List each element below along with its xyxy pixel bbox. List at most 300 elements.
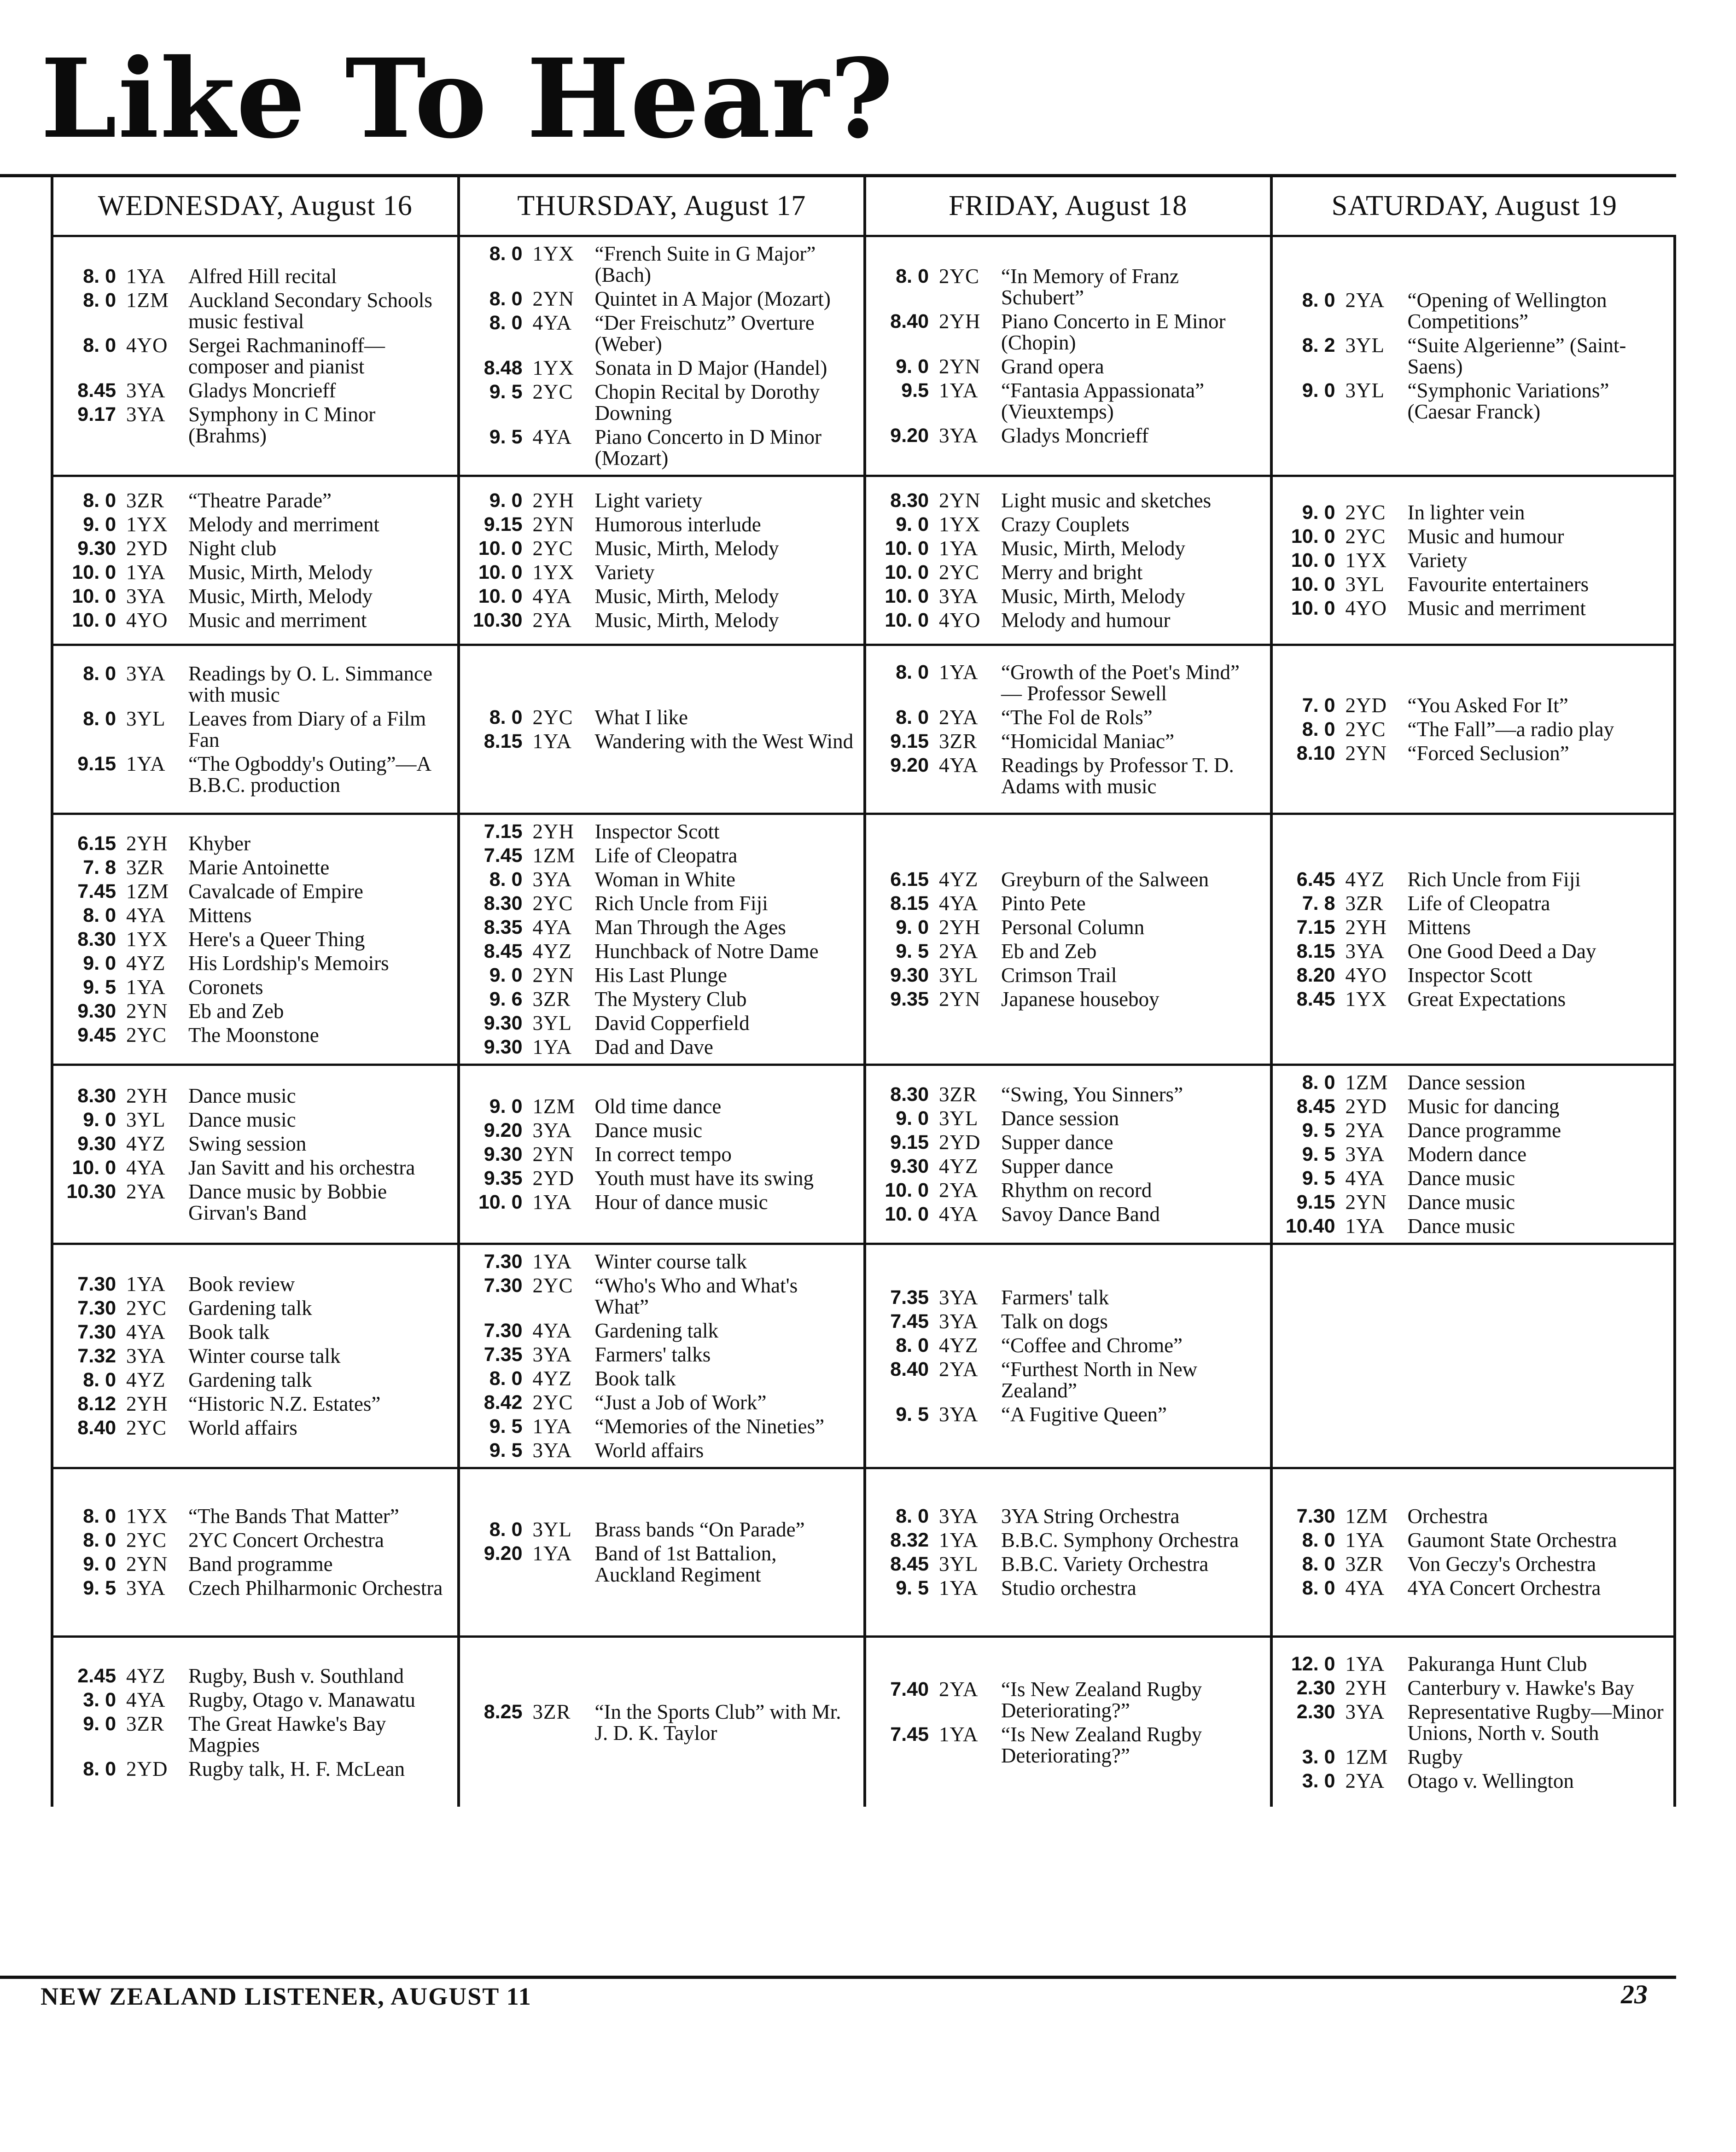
program-entry [874,869,1261,890]
program-entry [874,1506,1261,1527]
program-entry [874,562,1261,583]
program-entry [468,917,855,938]
program-entry [874,1724,1261,1766]
entry-title: Winter course talk [188,1344,341,1367]
entry-title: Symphony in C Minor (Brahms) [188,403,376,447]
entry-title: “Der Freischutz” Overture (Weber) [594,311,815,355]
entry-time: 10. 0 [885,1179,929,1201]
program-entry [468,845,855,866]
program-entry [1281,965,1665,986]
entry-station: 3ZR [532,987,571,1011]
entry-title: Man Through the Ages [594,915,786,939]
entry-title: “Suite Algerienne” (Saint-Saens) [1407,334,1626,378]
entry-title: Music, Mirth, Melody [188,584,373,608]
entry-station: 4YA [126,1320,166,1344]
entry-station: 1YX [532,356,574,379]
schedule-cell [1270,1469,1677,1638]
program-entry [874,586,1261,607]
program-entry [62,1297,448,1319]
program-entry [468,1392,855,1413]
entry-time: 9.30 [77,1132,116,1155]
program-entry [468,1012,855,1034]
entry-station: 3ZR [126,855,165,879]
entry-time: 8.40 [890,1358,929,1380]
entry-time: 9. 5 [489,381,523,403]
entry-time: 9.15 [890,730,929,752]
entry-station: 1YA [939,536,979,560]
entry-station: 3YA [1345,1142,1385,1166]
entry-title: Music and humour [1407,524,1564,548]
program-entry [468,821,855,842]
entry-title: Music, Mirth, Melody [594,536,779,560]
entry-station: 1YA [532,1035,572,1059]
program-entry [874,1530,1261,1551]
program-entry [468,1701,855,1744]
entry-title: Night club [188,536,277,560]
schedule-cell [51,237,457,477]
program-entry [1281,1677,1665,1698]
entry-title: Talk on dogs [1001,1309,1108,1333]
program-entry [62,586,448,607]
entry-time: 10. 0 [1291,597,1335,619]
entry-time: 8.45 [484,940,523,962]
entry-station: 3YA [126,379,166,402]
entry-title: “The Bands That Matter” [188,1505,399,1528]
entry-time: 8. 0 [83,1505,116,1528]
entry-station: 1ZM [126,879,169,903]
entry-station: 4YO [126,334,168,357]
schedule-cell [457,1066,864,1245]
program-entry [1281,941,1665,962]
entry-title: Hour of dance music [594,1190,768,1214]
entry-station: 4YZ [1345,867,1385,891]
entry-title: Rugby, Otago v. Manawatu [188,1688,415,1711]
program-entry [1281,290,1665,332]
schedule-grid [51,177,1676,1976]
program-entry [874,425,1261,446]
entry-station: 1YA [1345,1652,1385,1675]
day-header: FRIDAY, August 18 [863,177,1270,237]
entry-title: Gardening talk [188,1368,312,1391]
entry-title: Grand opera [1001,355,1104,378]
program-entry [62,1506,448,1527]
entry-title: B.B.C. Symphony Orchestra [1001,1529,1239,1552]
schedule-cell [51,646,457,815]
entry-title: Book review [188,1272,295,1296]
schedule-cell [457,1638,864,1807]
entry-time: 6.15 [77,832,116,855]
schedule-cell [1270,1066,1677,1245]
entry-station: 3YA [1345,1700,1385,1723]
program-entry [1281,1653,1665,1675]
entry-station: 2YA [532,608,572,632]
entry-time: 9.35 [484,1167,523,1189]
entry-title: Greyburn of the Salween [1001,867,1209,891]
entry-time: 10. 0 [72,561,116,583]
entry-station: 2YH [1345,915,1387,939]
entry-time: 8. 2 [1302,334,1335,356]
entry-station: 2YD [1345,1094,1387,1118]
entry-station: 4YA [939,1202,979,1226]
entry-station: 2YC [532,536,573,560]
entry-title: Dance music by Bobbie Girvan's Band [188,1180,387,1224]
entry-time: 9.30 [77,537,116,559]
entry-time: 7.30 [77,1320,116,1343]
entry-time: 8. 0 [83,334,116,356]
entry-time: 8.35 [484,916,523,938]
program-entry [1281,1144,1665,1165]
schedule-cell [51,1245,457,1469]
program-entry [1281,1192,1665,1213]
program-entry [1281,1096,1665,1117]
schedule-cell [457,646,864,815]
entry-title: Readings by Professor T. D. Adams with music [1001,753,1234,798]
program-entry [874,1679,1261,1721]
entry-time: 10. 0 [885,1203,929,1225]
entry-title: Here's a Queer Thing [188,927,365,951]
entry-title: “Theatre Parade” [188,489,332,512]
entry-time: 7.15 [1296,916,1335,938]
entry-time: 8.30 [890,1083,929,1105]
entry-station: 4YA [532,311,572,334]
entry-title: Representative Rugby—Minor Unions, North v. South [1407,1700,1664,1745]
entry-title: Variety [594,560,655,584]
entry-title: Studio orchestra [1001,1576,1136,1600]
program-entry [62,905,448,926]
entry-time: 10. 0 [885,609,929,631]
entry-title: Dad and Dave [594,1035,713,1059]
program-entry [468,610,855,631]
entry-title: Great Expectations [1407,987,1566,1011]
entry-time: 10.40 [1285,1215,1335,1237]
program-entry [62,1577,448,1599]
program-entry [874,514,1261,535]
entry-time: 7.35 [484,1343,523,1366]
entry-station: 3YA [939,1309,979,1333]
entry-station: 4YA [532,425,572,448]
entry-title: Mittens [188,903,252,927]
entry-time: 8.30 [77,928,116,950]
entry-station: 4YA [1345,1166,1385,1190]
entry-station: 2YA [939,1677,979,1701]
program-entry [62,610,448,631]
program-entry [62,335,448,377]
entry-title: “Homicidal Maniac” [1001,729,1175,753]
entry-title: Supper dance [1001,1154,1113,1178]
program-entry [468,1344,855,1365]
program-entry [874,1108,1261,1129]
entry-title: Gaumont State Orchestra [1407,1529,1617,1552]
entry-station: 2YC [532,705,573,729]
entry-time: 8.45 [1296,1095,1335,1117]
program-entry [62,1553,448,1575]
entry-title: Hunchback of Notre Dame [594,939,819,963]
program-entry [62,1000,448,1022]
schedule-cell [1270,237,1677,477]
program-entry [468,312,855,355]
entry-time: 7.30 [1296,1505,1335,1528]
program-entry [62,1274,448,1295]
entry-station: 1YA [532,1414,572,1438]
entry-station: 2YA [939,939,979,963]
entry-title: Winter course talk [594,1250,747,1273]
entry-time: 7.30 [484,1274,523,1297]
schedule-cell [457,1245,864,1469]
program-entry [1281,526,1665,547]
entry-time: 9.17 [77,403,116,425]
entry-title: “Swing, You Sinners” [1001,1082,1183,1106]
entry-title: His Last Plunge [594,963,727,987]
program-entry [874,610,1261,631]
entry-time: 9.5 [901,379,929,401]
entry-title: “Coffee and Chrome” [1001,1333,1183,1357]
entry-station: 3YA [939,1505,979,1528]
entry-title: “A Fugitive Queen” [1001,1402,1167,1426]
entry-time: 9.30 [484,1012,523,1034]
entry-time: 8.20 [1296,964,1335,986]
entry-title: Canterbury v. Hawke's Bay [1407,1676,1635,1699]
entry-station: 2YC [532,891,573,915]
program-entry [468,1543,855,1585]
program-entry [874,662,1261,704]
entry-time: 7.45 [890,1723,929,1745]
entry-time: 2.30 [1296,1676,1335,1699]
entry-title: Melody and merriment [188,512,379,536]
program-entry [1281,1577,1665,1599]
schedule-cell [863,1638,1270,1807]
entry-title: “In Memory of Franz Schubert” [1001,265,1179,309]
program-entry [1281,550,1665,571]
entry-title: “Memories of the Nineties” [594,1414,825,1438]
entry-title: World affairs [188,1416,297,1439]
program-entry [62,1530,448,1551]
entry-station: 4YZ [126,1132,166,1155]
entry-time: 8. 0 [489,1367,523,1390]
entry-time: 9. 5 [489,1439,523,1461]
entry-time: 9. 0 [896,355,929,378]
entry-time: 7.30 [484,1250,523,1273]
entry-title: Rich Uncle from Fiji [1407,867,1581,891]
entry-station: 4YA [126,1688,166,1711]
program-entry [1281,598,1665,619]
entry-station: 3YL [532,1518,572,1541]
entry-station: 2YD [939,1130,981,1154]
entry-time: 8. 0 [489,312,523,334]
entry-time: 8.40 [890,310,929,332]
entry-title: Farmers' talk [1001,1285,1109,1309]
entry-station: 4YA [532,915,572,939]
entry-station: 3ZR [1345,1553,1384,1576]
entry-title: Pinto Pete [1001,891,1086,915]
day-header: WEDNESDAY, August 16 [51,177,457,237]
entry-station: 4YZ [532,939,572,963]
entry-station: 2YH [532,489,574,512]
program-entry [62,1109,448,1130]
program-entry [1281,1072,1665,1093]
entry-time: 9. 5 [1302,1167,1335,1189]
entry-time: 10. 0 [1291,549,1335,571]
schedule-cell [863,646,1270,815]
program-entry [468,357,855,378]
entry-station: 4YZ [532,1367,572,1390]
entry-station: 3YA [532,1343,572,1366]
entry-time: 8. 0 [1302,1071,1335,1093]
entry-title: Life of Cleopatra [594,843,738,867]
entry-time: 8.12 [77,1392,116,1415]
entry-station: 1YA [126,560,166,584]
entry-station: 1YA [532,729,572,753]
entry-title: “Furthest North in New Zealand” [1001,1357,1198,1402]
entry-time: 9.30 [484,1035,523,1058]
program-entry [874,356,1261,377]
entry-station: 1YA [532,1542,572,1565]
entry-title: Gladys Moncrieff [188,379,336,402]
entry-time: 9. 0 [83,1712,116,1735]
entry-station: 2YH [532,820,574,843]
entry-station: 3YL [126,707,166,730]
entry-time: 10. 0 [478,537,523,559]
program-entry [874,1084,1261,1105]
program-entry [874,1180,1261,1201]
entry-time: 7.30 [77,1273,116,1295]
entry-station: 1YA [532,1250,572,1273]
schedule-cell [1270,1638,1677,1807]
program-entry [62,881,448,902]
entry-title: Piano Concerto in E Minor (Chopin) [1001,310,1226,354]
entry-time: 8. 0 [83,265,116,287]
schedule-cell [863,1245,1270,1469]
entry-station: 2YH [939,915,981,939]
day-header: SATURDAY, August 19 [1270,177,1677,237]
entry-station: 2YC [126,1529,167,1552]
entry-title: Dance session [1407,1070,1526,1094]
entry-title: “Forced Seclusion” [1407,741,1569,765]
program-entry [874,1311,1261,1332]
entry-station: 4YO [1345,596,1387,620]
schedule-cell [51,1469,457,1638]
entry-time: 7.35 [890,1286,929,1309]
program-entry [468,426,855,469]
entry-station: 1YA [939,1576,979,1600]
entry-title: Music, Mirth, Melody [594,608,779,632]
entry-title: “The Ogboddy's Outing”—A B.B.C. production [188,752,431,797]
program-entry [62,663,448,705]
entry-station: 4YA [939,753,979,777]
program-entry [1281,1168,1665,1189]
program-entry [874,1404,1261,1425]
entry-station: 3YA [126,662,166,685]
entry-title: Chopin Recital by Dorothy Downing [594,380,820,425]
entry-station: 3ZR [939,729,978,753]
schedule-cell [863,815,1270,1066]
entry-time: 9. 5 [1302,1119,1335,1141]
entry-time: 9. 5 [896,940,929,962]
entry-title: Gardening talk [594,1319,719,1342]
entry-time: 8. 0 [83,1757,116,1780]
entry-time: 3. 0 [1302,1769,1335,1792]
entry-time: 8. 0 [896,265,929,287]
entry-time: 9.30 [890,1155,929,1177]
entry-time: 9. 5 [83,976,116,998]
program-entry [468,941,855,962]
entry-station: 4YO [126,608,168,632]
entry-title: Music, Mirth, Melody [1001,584,1185,608]
program-entry [468,490,855,511]
program-entry [1281,1553,1665,1575]
entry-title: Jan Savitt and his orchestra [188,1156,415,1179]
entry-station: 2YD [1345,693,1387,717]
entry-time: 8. 0 [896,1505,929,1528]
entry-time: 10. 0 [478,561,523,583]
entry-time: 9. 0 [83,513,116,535]
entry-time: 10. 0 [885,585,929,607]
entry-title: Alfred Hill recital [188,265,337,288]
program-entry [1281,719,1665,740]
entry-title: Mittens [1407,915,1471,939]
entry-station: 4YA [939,891,979,915]
entry-station: 4YO [1345,963,1387,987]
entry-title: Youth must have its swing [594,1166,814,1190]
entry-title: B.B.C. Variety Orchestra [1001,1553,1209,1576]
entry-title: Dance music [188,1084,296,1107]
entry-station: 2YN [1345,1190,1387,1214]
entry-title: “In the Sports Club” with Mr. J. D. K. Taylor [594,1700,841,1745]
entry-time: 8. 0 [83,662,116,685]
entry-time: 9.30 [77,1000,116,1022]
entry-title: Coronets [188,975,263,999]
entry-time: 8. 0 [489,868,523,890]
entry-station: 1YX [532,560,574,584]
entry-time: 9.20 [890,425,929,447]
program-entry [1281,1770,1665,1791]
program-entry [468,707,855,728]
entry-time: 9. 5 [1302,1143,1335,1165]
entry-title: Gladys Moncrieff [1001,424,1149,447]
entry-time: 8. 0 [489,243,523,265]
program-entry [468,1275,855,1317]
schedule-cell [457,237,864,477]
entry-time: 8.15 [1296,940,1335,962]
program-entry [62,380,448,401]
entry-time: 9. 0 [1302,379,1335,401]
entry-station: 3YL [939,963,979,987]
schedule-cell [1270,1245,1677,1469]
program-entry [874,731,1261,752]
entry-title: Music, Mirth, Melody [594,584,779,608]
entry-station: 1YX [939,512,981,536]
schedule-cell [863,477,1270,646]
entry-station: 4YA [126,903,166,927]
entry-title: Auckland Secondary Schools music festival [188,289,432,333]
program-entry [468,243,855,285]
entry-title: One Good Deed a Day [1407,939,1596,963]
program-entry [62,514,448,535]
entry-title: Modern dance [1407,1142,1527,1166]
program-entry [468,1251,855,1272]
entry-title: “The Fol de Rols” [1001,705,1153,729]
program-entry [874,1359,1261,1401]
entry-time: 8.48 [484,357,523,379]
entry-time: 8.10 [1296,742,1335,764]
entry-time: 8.15 [484,730,523,752]
schedule-cell [863,237,1270,477]
entry-station: 3YL [1345,379,1385,402]
program-entry [1281,1216,1665,1237]
entry-title: Music for dancing [1407,1094,1560,1118]
entry-time: 9. 0 [489,489,523,512]
entry-title: Supper dance [1001,1130,1113,1154]
entry-station: 3ZR [126,489,165,512]
